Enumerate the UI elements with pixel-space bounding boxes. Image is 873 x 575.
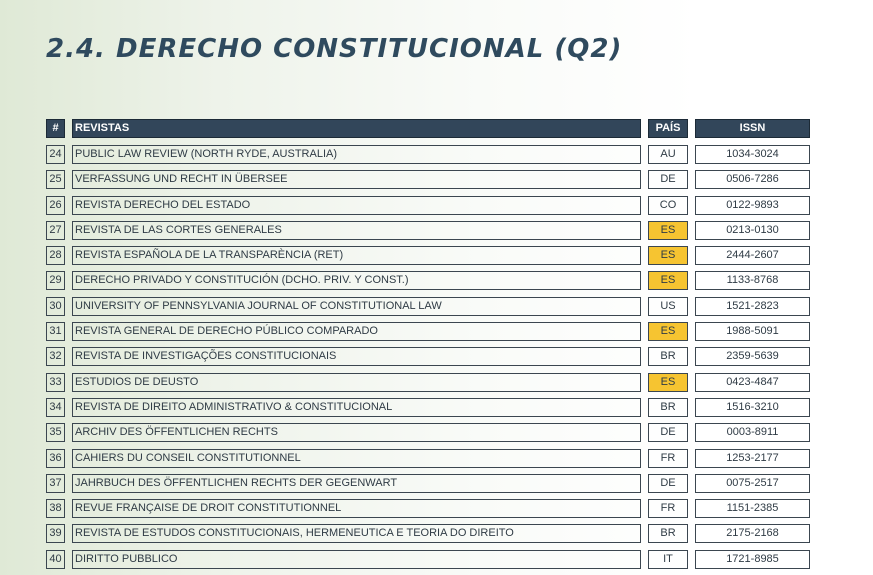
table-row <box>46 398 810 417</box>
table-row <box>46 297 810 316</box>
row-number: 39 <box>46 524 65 543</box>
row-number: 25 <box>46 170 65 189</box>
journals-table <box>46 119 810 575</box>
table-row <box>46 145 810 164</box>
journal-name: REVISTA DE DIREITO ADMINISTRATIVO & CONSTITUCIONAL <box>72 398 641 417</box>
row-number: 37 <box>46 474 65 493</box>
journal-name: REVISTA DE ESTUDOS CONSTITUCIONAIS, HERMENEUTICA E TEORIA DO DIREITO <box>72 524 641 543</box>
table-row <box>46 449 810 468</box>
journal-name: CAHIERS DU CONSEIL CONSTITUTIONNEL <box>72 449 641 468</box>
table-row <box>46 373 810 392</box>
row-number: 38 <box>46 499 65 518</box>
row-number: 24 <box>46 145 65 164</box>
table-row <box>46 499 810 518</box>
row-number: 28 <box>46 246 65 265</box>
table-row <box>46 170 810 189</box>
row-number: 30 <box>46 297 65 316</box>
issn-value: 0003-8911 <box>695 423 810 442</box>
country-code: ES <box>648 373 688 392</box>
issn-value: 0213-0130 <box>695 221 810 240</box>
row-number: 31 <box>46 322 65 341</box>
country-code: ES <box>648 221 688 240</box>
issn-value: 0506-7286 <box>695 170 810 189</box>
row-number: 35 <box>46 423 65 442</box>
table-row <box>46 474 810 493</box>
journal-name: REVISTA DE INVESTIGAÇÕES CONSTITUCIONAIS <box>72 347 641 366</box>
row-number: 26 <box>46 196 65 215</box>
row-number: 29 <box>46 271 65 290</box>
journal-name: VERFASSUNG UND RECHT IN ÜBERSEE <box>72 170 641 189</box>
issn-value: 1253-2177 <box>695 449 810 468</box>
issn-value: 1133-8768 <box>695 271 810 290</box>
country-code: BR <box>648 398 688 417</box>
table-row <box>46 550 810 569</box>
country-code: AU <box>648 145 688 164</box>
table-row <box>46 221 810 240</box>
row-number: 33 <box>46 373 65 392</box>
country-code: ES <box>648 271 688 290</box>
column-header-num: # <box>46 119 65 138</box>
journal-name: ARCHIV DES ÖFFENTLICHEN RECHTS <box>72 423 641 442</box>
table-row <box>46 423 810 442</box>
issn-value: 1151-2385 <box>695 499 810 518</box>
table-row <box>46 246 810 265</box>
country-code: FR <box>648 449 688 468</box>
row-number: 32 <box>46 347 65 366</box>
journal-name: DIRITTO PUBBLICO <box>72 550 641 569</box>
table-row <box>46 524 810 543</box>
page-title: 2.4. DERECHO CONSTITUCIONAL (Q2) <box>46 34 623 64</box>
journal-name: UNIVERSITY OF PENNSYLVANIA JOURNAL OF CONSTITUTIONAL LAW <box>72 297 641 316</box>
journal-name: REVISTA GENERAL DE DERECHO PÚBLICO COMPARADO <box>72 322 641 341</box>
table-row <box>46 196 810 215</box>
country-code: CO <box>648 196 688 215</box>
row-number: 34 <box>46 398 65 417</box>
issn-value: 2444-2607 <box>695 246 810 265</box>
country-code: ES <box>648 246 688 265</box>
table-body <box>46 145 810 569</box>
journal-name: REVISTA ESPAÑOLA DE LA TRANSPARÈNCIA (RET) <box>72 246 641 265</box>
issn-value: 1721-8985 <box>695 550 810 569</box>
column-header-name: REVISTAS <box>72 119 641 138</box>
issn-value: 1988-5091 <box>695 322 810 341</box>
table-row <box>46 271 810 290</box>
country-code: BR <box>648 524 688 543</box>
table-header <box>46 119 810 138</box>
country-code: DE <box>648 170 688 189</box>
row-number: 36 <box>46 449 65 468</box>
column-header-issn: ISSN <box>695 119 810 138</box>
table-row <box>46 322 810 341</box>
country-code: DE <box>648 474 688 493</box>
journal-name: DERECHO PRIVADO Y CONSTITUCIÓN (DCHO. PRIV. Y CONST.) <box>72 271 641 290</box>
issn-value: 1516-3210 <box>695 398 810 417</box>
issn-value: 0423-4847 <box>695 373 810 392</box>
journal-name: REVUE FRANÇAISE DE DROIT CONSTITUTIONNEL <box>72 499 641 518</box>
country-code: ES <box>648 322 688 341</box>
journal-name: ESTUDIOS DE DEUSTO <box>72 373 641 392</box>
country-code: DE <box>648 423 688 442</box>
column-header-country: PAÍS <box>648 119 688 138</box>
journal-name: REVISTA DE LAS CORTES GENERALES <box>72 221 641 240</box>
issn-value: 2175-2168 <box>695 524 810 543</box>
journal-name: REVISTA DERECHO DEL ESTADO <box>72 196 641 215</box>
row-number: 27 <box>46 221 65 240</box>
issn-value: 1034-3024 <box>695 145 810 164</box>
country-code: BR <box>648 347 688 366</box>
country-code: IT <box>648 550 688 569</box>
issn-value: 1521-2823 <box>695 297 810 316</box>
issn-value: 0075-2517 <box>695 474 810 493</box>
issn-value: 2359-5639 <box>695 347 810 366</box>
row-number: 40 <box>46 550 65 569</box>
table-row <box>46 347 810 366</box>
issn-value: 0122-9893 <box>695 196 810 215</box>
country-code: US <box>648 297 688 316</box>
journal-name: JAHRBUCH DES ÖFFENTLICHEN RECHTS DER GEGENWART <box>72 474 641 493</box>
journal-name: PUBLIC LAW REVIEW (NORTH RYDE, AUSTRALIA) <box>72 145 641 164</box>
country-code: FR <box>648 499 688 518</box>
